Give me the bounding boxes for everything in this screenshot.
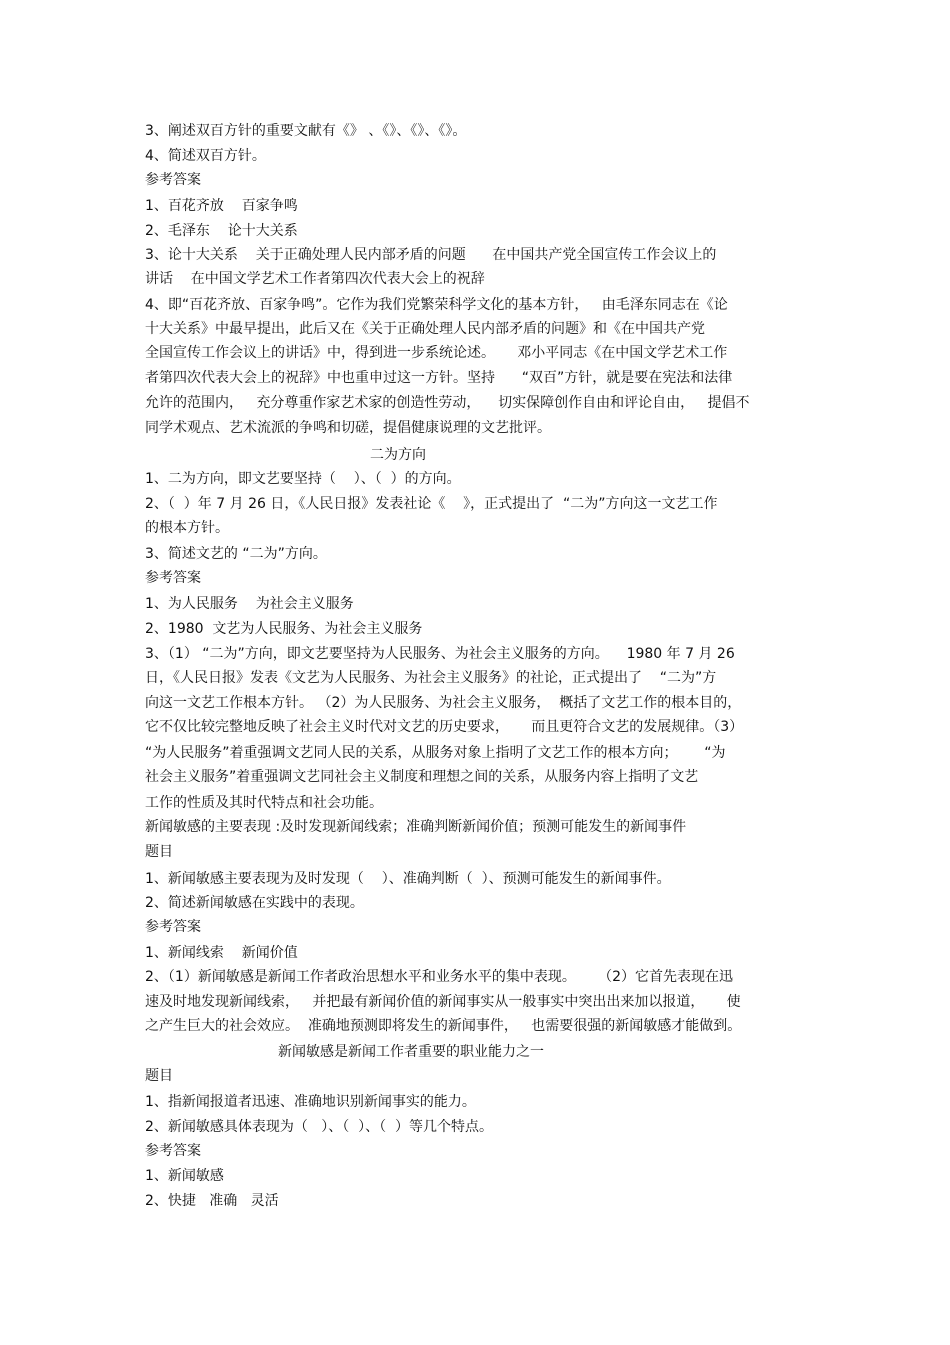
text-line: 2、简述新闻敏感在实践中的表现。 [145, 895, 364, 911]
text-line: 2、1980 文艺为人民服务、为社会主义服务 [145, 621, 423, 637]
text-line: 参考答案 [145, 172, 201, 188]
text-line: 3、阐述双百方针的重要文献有《》 、《》、《》、《》。 [145, 123, 467, 139]
text-line: 参考答案 [145, 919, 201, 935]
text-line: 日，《人民日报》发表《文艺为人民服务、为社会主义服务》的社论，正式提出了 “二为”方 [145, 670, 717, 686]
text-line: 3、简述文艺的 “二为”方向。 [145, 546, 327, 562]
text-line: 的根本方针。 [145, 520, 229, 536]
text-line: 者第四次代表大会上的祝辞》中也重申过这一方针。坚持 “双百”方针，就是要在宪法和法律 [145, 370, 733, 386]
text-line: 讲话 在中国文学艺术工作者第四次代表大会上的祝辞 [145, 271, 485, 287]
text-line: 允许的范围内， 充分尊重作家艺术家的创造性劳动， 切实保障创作自由和评论自由， 提倡不 [145, 395, 750, 411]
text-line: 新闻敏感的主要表现 :及时发现新闻线索；准确判断新闻价值；预测可能发生的新闻事件 [145, 819, 687, 835]
text-line: 1、为人民服务 为社会主义服务 [145, 596, 354, 612]
text-line: 2、（1）新闻敏感是新闻工作者政治思想水平和业务水平的集中表现。 （2）它首先表现在迅 [145, 969, 733, 985]
text-line: 1、新闻敏感主要表现为及时发现（ ）、准确判断（ ）、预测可能发生的新闻事件。 [145, 871, 671, 887]
text-line: 2、（ ）年 7 月 26 日，《人民日报》发表社论《 》，正式提出了 “二为”方向这一文艺工作 [145, 496, 718, 512]
text-line: “为人民服务”着重强调文艺同人民的关系，从服务对象上指明了文艺工作的根本方向； “为 [145, 745, 726, 761]
text-line: 向这一文艺工作根本方针。 （2）为人民服务、为社会主义服务， 概括了文艺工作的根本目的， [145, 695, 742, 711]
text-line: 题目 [145, 1068, 173, 1084]
text-line: 全国宣传工作会议上的讲话》中，得到进一步系统论述。 邓小平同志《在中国文学艺术工作 [145, 345, 728, 361]
text-line: 参考答案 [145, 570, 201, 586]
text-line: 1、新闻敏感 [145, 1168, 224, 1184]
text-line: 3、（1） “二为”方向，即文艺要坚持为人民服务、为社会主义服务的方向。 1980 年 7 月 26 [145, 646, 735, 662]
text-line: 速及时地发现新闻线索， 并把最有新闻价值的新闻事实从一般事实中突出出来加以报道， 使 [145, 994, 741, 1010]
text-line: 1、新闻线索 新闻价值 [145, 945, 298, 961]
section-heading: 二为方向 [370, 447, 426, 463]
text-line: 4、简述双百方针。 [145, 148, 266, 164]
text-line: 参考答案 [145, 1143, 201, 1159]
text-line: 题目 [145, 844, 173, 860]
text-line: 十大关系》中最早提出，此后又在《关于正确处理人民内部矛盾的问题》和《在中国共产党 [145, 321, 705, 337]
text-line: 4、即“百花齐放、百家争鸣”。它作为我们党繁荣科学文化的基本方针， 由毛泽东同志在《论 [145, 297, 728, 313]
text-line: 社会主义服务”着重强调文艺同社会主义制度和理想之间的关系，从服务内容上指明了文艺 [145, 769, 699, 785]
text-line: 2、快捷 准确 灵活 [145, 1193, 279, 1209]
section-heading: 新闻敏感是新闻工作者重要的职业能力之一 [278, 1044, 544, 1060]
text-line: 1、指新闻报道者迅速、准确地识别新闻事实的能力。 [145, 1094, 476, 1110]
text-line: 工作的性质及其时代特点和社会功能。 [145, 795, 383, 811]
text-line: 2、新闻敏感具体表现为（ ）、（ ）、（ ）等几个特点。 [145, 1119, 494, 1135]
text-line: 同学术观点、艺术流派的争鸣和切磋，提倡健康说理的文艺批评。 [145, 420, 551, 436]
text-line: 3、论十大关系 关于正确处理人民内部矛盾的问题 在中国共产党全国宣传工作会议上的 [145, 247, 717, 263]
text-line: 2、毛泽东 论十大关系 [145, 223, 298, 239]
text-line: 1、百花齐放 百家争鸣 [145, 198, 298, 214]
text-line: 它不仅比较完整地反映了社会主义时代对文艺的历史要求， 而且更符合文艺的发展规律。（3） [145, 719, 744, 735]
text-line: 1、二为方向，即文艺要坚持（ ）、（ ）的方向。 [145, 471, 461, 487]
text-line: 之产生巨大的社会效应。 准确地预测即将发生的新闻事件， 也需要很强的新闻敏感才能做到。 [145, 1018, 742, 1034]
